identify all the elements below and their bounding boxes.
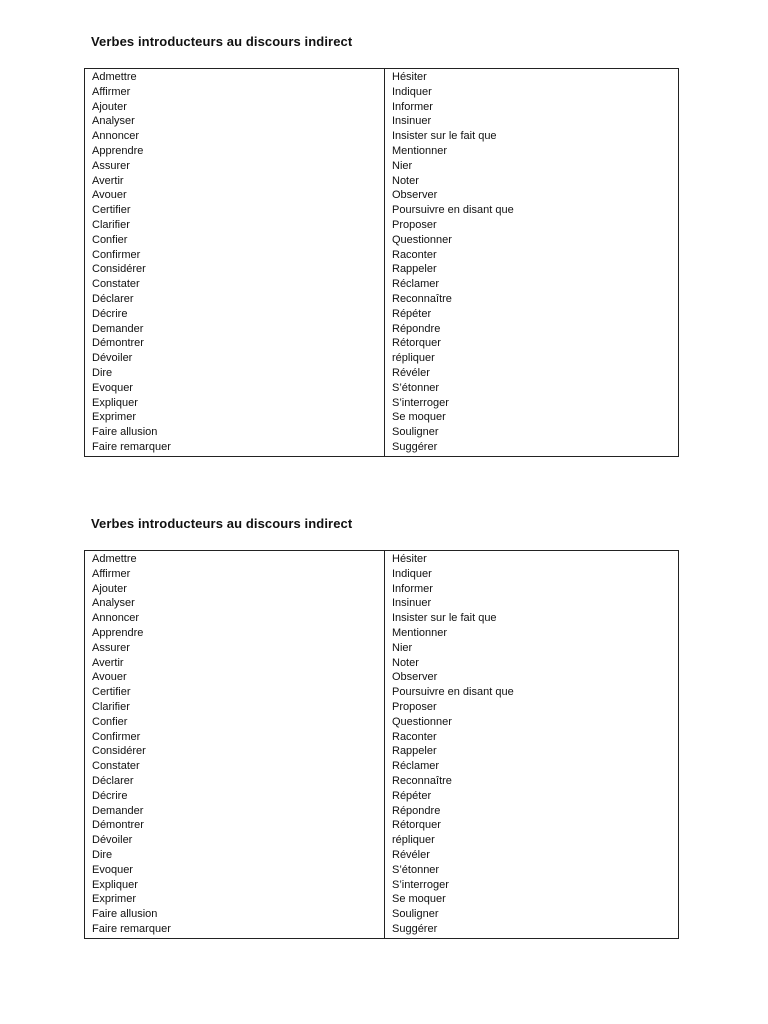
verb-cell-right: Rétorquer (392, 337, 441, 350)
verb-cell-right: Souligner (392, 426, 439, 439)
table-row (85, 641, 679, 656)
verb-cell-left: Affirmer (85, 85, 385, 100)
verb-cell-left: Constater (85, 277, 385, 292)
verb-cell-left: Ajouter (85, 100, 385, 115)
table-row (85, 188, 679, 203)
verb-cell-right: Nier (392, 641, 413, 654)
table-row (85, 307, 679, 322)
table-row (85, 425, 679, 440)
verb-cell-right: Raconter (392, 248, 437, 261)
verb-cell-left: Ajouter (85, 582, 385, 597)
table-row (85, 878, 679, 893)
verb-cell-right: Répondre (392, 804, 441, 817)
verb-cell-right: Questionner (392, 715, 452, 728)
verb-cell-left: Faire remarquer (85, 922, 385, 938)
verb-cell-right: Insister sur le fait que (392, 130, 497, 143)
table-row (85, 892, 679, 907)
table-row (85, 774, 679, 789)
verb-cell-right: S’interroger (392, 396, 449, 409)
table-row (85, 818, 679, 833)
verb-cell-right: Proposer (392, 218, 437, 231)
verb-cell-left: Faire allusion (85, 907, 385, 922)
table-row (85, 248, 679, 263)
verb-cell-right: Indiquer (392, 567, 432, 580)
verb-cell-left: Constater (85, 759, 385, 774)
verb-cell-left: Apprendre (85, 626, 385, 641)
verb-cell-left: Faire remarquer (85, 440, 385, 456)
verb-cell-right: Hésiter (392, 71, 427, 83)
verb-cell-right: Observer (392, 189, 438, 202)
verb-cell-left: Démontrer (85, 818, 385, 833)
verb-cell-left: Avertir (85, 656, 385, 671)
verb-cell-right: Reconnaître (392, 292, 452, 305)
table-row (85, 114, 679, 129)
verb-cell-left: Admettre (85, 69, 385, 85)
table-row (85, 922, 679, 938)
table-row (85, 69, 679, 85)
verb-cell-left: Exprimer (85, 892, 385, 907)
verb-cell-left: Assurer (85, 159, 385, 174)
verb-cell-left: Clarifier (85, 700, 385, 715)
verb-cell-right: Répéter (392, 789, 432, 802)
verb-cell-right: Répéter (392, 307, 432, 320)
table-row (85, 567, 679, 582)
table-row (85, 144, 679, 159)
verb-cell-left: Faire allusion (85, 425, 385, 440)
table-row (85, 730, 679, 745)
table-row (85, 656, 679, 671)
verb-cell-left: Admettre (85, 551, 385, 567)
verb-cell-left: Décrire (85, 789, 385, 804)
table-row (85, 596, 679, 611)
table-row (85, 833, 679, 848)
verb-cell-left: Confier (85, 233, 385, 248)
verb-cell-left: Décrire (85, 307, 385, 322)
verb-cell-right: Observer (392, 671, 438, 684)
verb-cell-right: Suggérer (392, 440, 438, 453)
table-row (85, 907, 679, 922)
verb-cell-left: Démontrer (85, 336, 385, 351)
verb-cell-left: Avouer (85, 670, 385, 685)
verb-cell-right: Nier (392, 159, 413, 172)
verb-cell-left: Considérer (85, 262, 385, 277)
verb-cell-left: Exprimer (85, 410, 385, 425)
verb-cell-right: Insister sur le fait que (392, 612, 497, 625)
verb-cell-right: Informer (392, 582, 433, 595)
verb-cell-left: Dévoiler (85, 833, 385, 848)
verb-table-body (85, 551, 679, 939)
verb-cell-right: S’étonner (392, 863, 440, 876)
table-row (85, 759, 679, 774)
table-row (85, 159, 679, 174)
table-row (85, 366, 679, 381)
verb-cell-left: Dévoiler (85, 351, 385, 366)
verb-cell-right: S’étonner (392, 381, 440, 394)
table-row (85, 322, 679, 337)
verb-cell-left: Expliquer (85, 396, 385, 411)
table-row (85, 611, 679, 626)
table-row (85, 744, 679, 759)
verb-table (84, 550, 679, 939)
verb-cell-left: Annoncer (85, 611, 385, 626)
table-row (85, 100, 679, 115)
verb-cell-right: Révéler (392, 366, 430, 379)
table-row (85, 700, 679, 715)
verb-cell-right: Révéler (392, 848, 430, 861)
verb-cell-right: Réclamer (392, 760, 440, 773)
verb-cell-left: Assurer (85, 641, 385, 656)
verb-cell-left: Demander (85, 804, 385, 819)
table-row (85, 85, 679, 100)
verb-cell-left: Déclarer (85, 292, 385, 307)
verb-cell-left: Déclarer (85, 774, 385, 789)
table-row (85, 277, 679, 292)
verb-cell-left: Confirmer (85, 730, 385, 745)
verb-cell-left: Evoquer (85, 863, 385, 878)
table-row (85, 233, 679, 248)
verb-cell-right: Informer (392, 100, 433, 113)
verb-cell-right: Rappeler (392, 745, 437, 758)
table-row (85, 863, 679, 878)
table-row (85, 203, 679, 218)
verb-cell-right: Poursuivre en disant que (392, 204, 514, 217)
verb-cell-left: Apprendre (85, 144, 385, 159)
verb-cell-right: Insinuer (392, 115, 432, 128)
verb-cell-left: Demander (85, 322, 385, 337)
table-row (85, 336, 679, 351)
verb-cell-right: Reconnaître (392, 774, 452, 787)
table-row (85, 685, 679, 700)
table-row (85, 129, 679, 144)
verb-cell-right: Poursuivre en disant que (392, 686, 514, 699)
verb-cell-right: Raconter (392, 730, 437, 743)
verb-cell-right: Se moquer (392, 411, 446, 424)
verb-cell-right: répliquer (392, 834, 435, 847)
verb-cell-right: Rappeler (392, 263, 437, 276)
verb-cell-right: Réclamer (392, 278, 440, 291)
verb-cell-left: Confier (85, 715, 385, 730)
verb-table-body (85, 69, 679, 457)
verb-cell-left: Dire (85, 848, 385, 863)
verb-cell-right: Indiquer (392, 85, 432, 98)
table-row (85, 174, 679, 189)
verb-cell-right: Suggérer (392, 922, 438, 935)
table-row (85, 410, 679, 425)
verb-cell-left: Clarifier (85, 218, 385, 233)
verb-cell-right: Rétorquer (392, 819, 441, 832)
verb-cell-right: Proposer (392, 700, 437, 713)
section-title: Verbes introducteurs au discours indirect (91, 516, 353, 531)
table-row (85, 848, 679, 863)
verb-cell-right: Noter (392, 174, 419, 187)
verb-cell-left: Certifier (85, 203, 385, 218)
table-row (85, 670, 679, 685)
verb-table (84, 68, 679, 457)
table-row (85, 582, 679, 597)
table-row (85, 715, 679, 730)
verb-cell-left: Considérer (85, 744, 385, 759)
table-row (85, 626, 679, 641)
verb-cell-left: Avertir (85, 174, 385, 189)
table-row (85, 789, 679, 804)
verb-cell-left: Avouer (85, 188, 385, 203)
verb-cell-right: S’interroger (392, 878, 449, 891)
table-row (85, 262, 679, 277)
verb-cell-right: Se moquer (392, 893, 446, 906)
table-row (85, 292, 679, 307)
table-row (85, 351, 679, 366)
table-row (85, 381, 679, 396)
verb-cell-left: Analyser (85, 596, 385, 611)
verb-cell-right: Questionner (392, 233, 452, 246)
verb-cell-left: Confirmer (85, 248, 385, 263)
verb-cell-right: Insinuer (392, 597, 432, 610)
table-row (85, 804, 679, 819)
table-row (85, 551, 679, 567)
verb-cell-right: Noter (392, 656, 419, 669)
verb-cell-right: répliquer (392, 352, 435, 365)
verb-cell-right: Mentionner (392, 626, 448, 639)
table-row (85, 440, 679, 456)
verb-cell-left: Expliquer (85, 878, 385, 893)
verb-cell-left: Certifier (85, 685, 385, 700)
verb-cell-right: Souligner (392, 908, 439, 921)
verb-cell-right: Répondre (392, 322, 441, 335)
section-title: Verbes introducteurs au discours indirect (91, 34, 353, 49)
verb-cell-left: Affirmer (85, 567, 385, 582)
verb-cell-right: Mentionner (392, 144, 448, 157)
verb-cell-right: Hésiter (392, 553, 427, 565)
verb-cell-left: Analyser (85, 114, 385, 129)
verb-cell-left: Evoquer (85, 381, 385, 396)
verb-cell-left: Annoncer (85, 129, 385, 144)
verb-cell-left: Dire (85, 366, 385, 381)
table-row (85, 218, 679, 233)
table-row (85, 396, 679, 411)
